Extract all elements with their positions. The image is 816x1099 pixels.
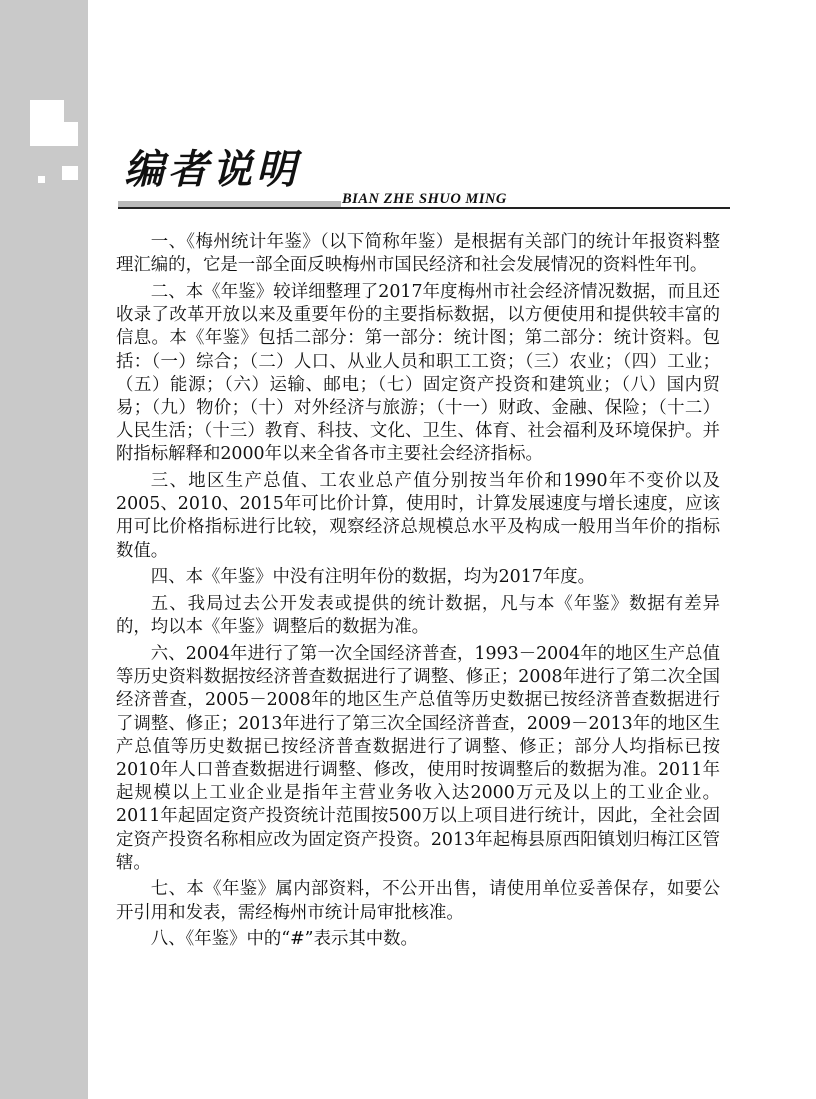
paragraph-3: 三、地区生产总值、工农业总产值分别按当年价和1990年不变价以及2005、2010、2015年可比价计算，使用时，计算发展速度与增长速度，应该用可比价格指标进行比较，观察经济总规模总水平及构成一般用当年价的指标数值。: [116, 471, 720, 561]
decorative-block: [30, 100, 64, 146]
paragraph-4: 四、本《年鉴》中没有注明年份的数据，均为2017年度。: [150, 567, 596, 588]
paragraph-5: 五、我局过去公开发表或提供的统计数据，凡与本《年鉴》数据有差异的，均以本《年鉴》调整后的数据为准。: [116, 594, 720, 638]
paragraph-1: 一、《梅州统计年鉴》（以下简称年鉴）是根据有关部门的统计年报资料整理汇编的，它是一部全面反映梅州市国民经济和社会发展情况的资料性年刊。: [116, 232, 720, 276]
editor-notes-body: [116, 231, 720, 955]
paragraph-8: 八、《年鉴》中的“#”表示其中数。: [150, 929, 418, 950]
paragraph-2: 二、本《年鉴》较详细整理了2017年度梅州市社会经济情况数据，而且还收录了改革开放以来及重要年份的主要指标数据，以方便使用和提供较丰富的信息。本《年鉴》包括二部分：第一部分：统计图；第二部分：统计资料。包括：（一）综合；（二）人口、从业人员和职工工资；（三）农业；（四）工业；（五）能源；（六）运输、邮电；（七）固定资产投资和建筑业；（八）国内贸易；（九）物价；（十）对外经济与旅游；（十一）财政、金融、保险；（十二）人民生活；（十三）教育、科技、文化、卫生、体育、社会福利及环境保护。并附指标解释和2000年以来全省各市主要社会经济指标。: [116, 281, 720, 465]
title-underline-black: [118, 207, 730, 209]
decorative-block: [62, 166, 78, 180]
decorative-block: [64, 122, 78, 146]
side-decoration-strip: [0, 0, 88, 1099]
page-title: 编者说明: [124, 146, 300, 193]
page-subtitle-pinyin: BIAN ZHE SHUO MING: [342, 191, 507, 207]
decorative-block: [38, 176, 45, 183]
paragraph-7: 七、本《年鉴》属内部资料，不公开出售，请使用单位妥善保存，如要公开引用和发表，需经梅州市统计局审批核准。: [116, 879, 720, 923]
paragraph-6: 六、2004年进行了第一次全国经济普查，1993－2004年的地区生产总值等历史资料数据按经济普查数据进行了调整、修正；2008年进行了第二次全国经济普查，2005－2008年的地区生产总值等历史数据已按经济普查数据进行了调整、修正；2013年进行了第三次全国经济普查，2009－2013年的地区生产总值等历史数据已按经济普查数据进行了调整、修正；部分人均指标已按2010年人口普查数据进行调整、修改，使用时按调整后的数据为准。2011年起规模以上工业企业是指年主营业务收入达2000万元及以上的工业企业。2011年起固定资产投资统计范围按500万以上项目进行统计，因此，全社会固定资产投资名称相应改为固定资产投资。2013年起梅县原西阳镇划归梅江区管辖。: [116, 643, 720, 873]
